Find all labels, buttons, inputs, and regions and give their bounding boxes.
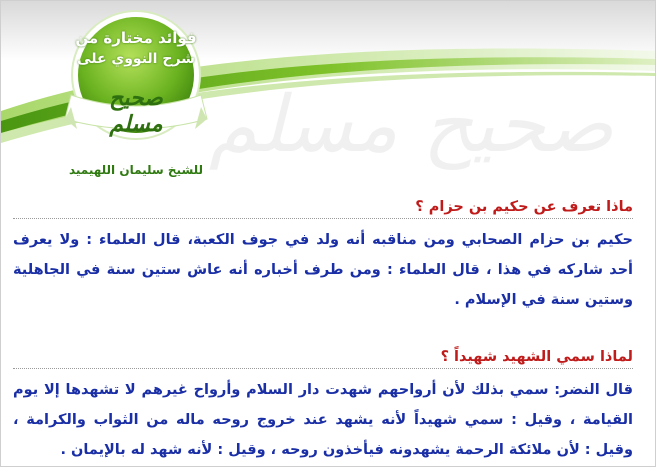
question-heading: ماذا تعرف عن حكيم بن حزام ؟	[415, 199, 633, 215]
qa-section-2	[13, 347, 633, 465]
qa-section-1	[13, 197, 633, 315]
answer-text: قال النضر: سمي بذلك لأن أرواحهم شهدت دار السلام وأرواح غيرهم لا تشهدها إلا يوم القيامة ، وقيل : سمي شهيداً لأنه يشهد عند خروج روحه ماله من الثواب والكرامة ، وقيل : لأن ملائكة الرحمة يشهدونه فيأخذون روحه ، وقيل : لأنه شهد له بالإيمان .	[13, 382, 633, 458]
logo-seal	[61, 7, 211, 157]
divider	[13, 218, 633, 219]
seal-subtitle-line1: فوائد مختارة من	[75, 29, 197, 47]
seal-title: صحيح مسلم	[109, 85, 163, 137]
author-credit: للشيخ سليمان اللهيميد	[68, 163, 204, 177]
divider	[13, 368, 633, 369]
seal-subtitle-line2: شرح النووي على	[77, 51, 195, 67]
question-heading: لماذا سمي الشهيد شهيداً ؟	[440, 349, 633, 365]
answer-text: حكيم بن حزام الصحابي ومن مناقبه أنه ولد في جوف الكعبة، قال العلماء : ولا يعرف أحد شاركه في هذا ، قال العلماء : ومن طرف أخباره أنه عاش ستين سنة في الجاهلية وستين سنة في الإسلام .	[13, 232, 633, 308]
watermark-calligraphy	[201, 56, 621, 186]
watermark-text: صحيح مسلم	[208, 80, 614, 170]
